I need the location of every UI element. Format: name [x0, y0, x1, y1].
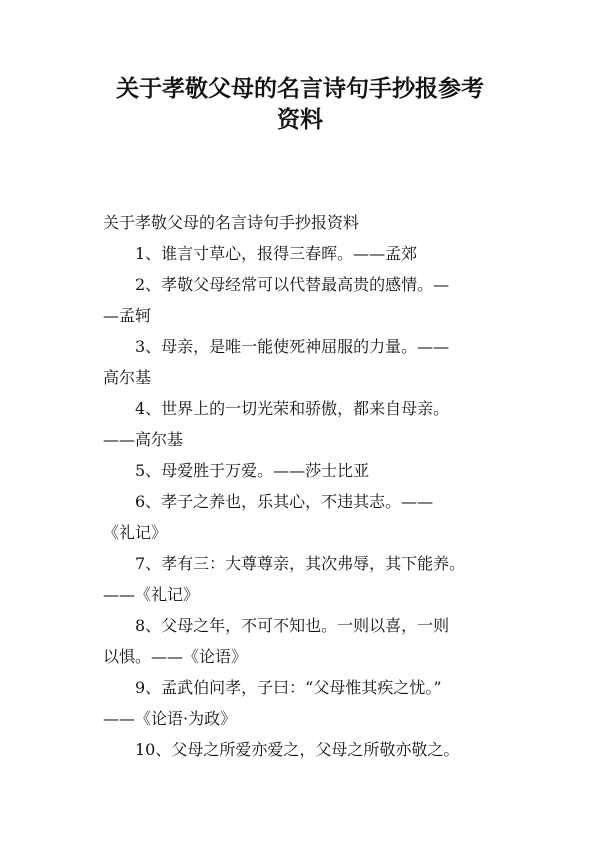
- quote-line: 4、世界上的一切光荣和骄傲，都来自母亲。: [135, 399, 450, 418]
- quote-line: 高尔基: [103, 368, 152, 387]
- quote-line: ——高尔基: [103, 430, 184, 449]
- quote-line: 9、孟武伯问孝，子曰：“父母惟其疾之忧。”: [135, 678, 442, 697]
- quote-line: ——《论语·为政》: [103, 709, 237, 728]
- quote-line: 8、父母之年，不可不知也。一则以喜，一则: [135, 616, 450, 635]
- document-body: [103, 207, 513, 765]
- quote-line: 《礼记》: [103, 523, 168, 542]
- quote-line: 6、孝子之养也，乐其心，不违其志。——: [135, 492, 434, 511]
- quote-line: 7、孝有三：大尊尊亲，其次弗辱，其下能养。: [135, 554, 466, 573]
- quote-line: 5、母爱胜于万爱。——莎士比亚: [135, 461, 370, 480]
- quote-line: 1、谁言寸草心，报得三春晖。——孟郊: [135, 244, 418, 263]
- quote-line: ——《礼记》: [103, 585, 200, 604]
- title-line-1: 关于孝敬父母的名言诗句手抄报参考: [116, 76, 484, 102]
- quote-line: 2、孝敬父母经常可以代替最高贵的感情。—: [135, 275, 450, 294]
- quote-line: 以惧。——《论语》: [103, 647, 248, 666]
- quote-line: 3、母亲，是唯一能使死神屈服的力量。——: [135, 337, 450, 356]
- page-title: [60, 74, 540, 136]
- title-line-2: 资料: [277, 107, 323, 133]
- quote-line: 10、父母之所爱亦爱之，父母之所敬亦敬之。: [135, 740, 460, 759]
- quote-line: —孟轲: [103, 306, 152, 325]
- subtitle: 关于孝敬父母的名言诗句手抄报资料: [103, 213, 360, 232]
